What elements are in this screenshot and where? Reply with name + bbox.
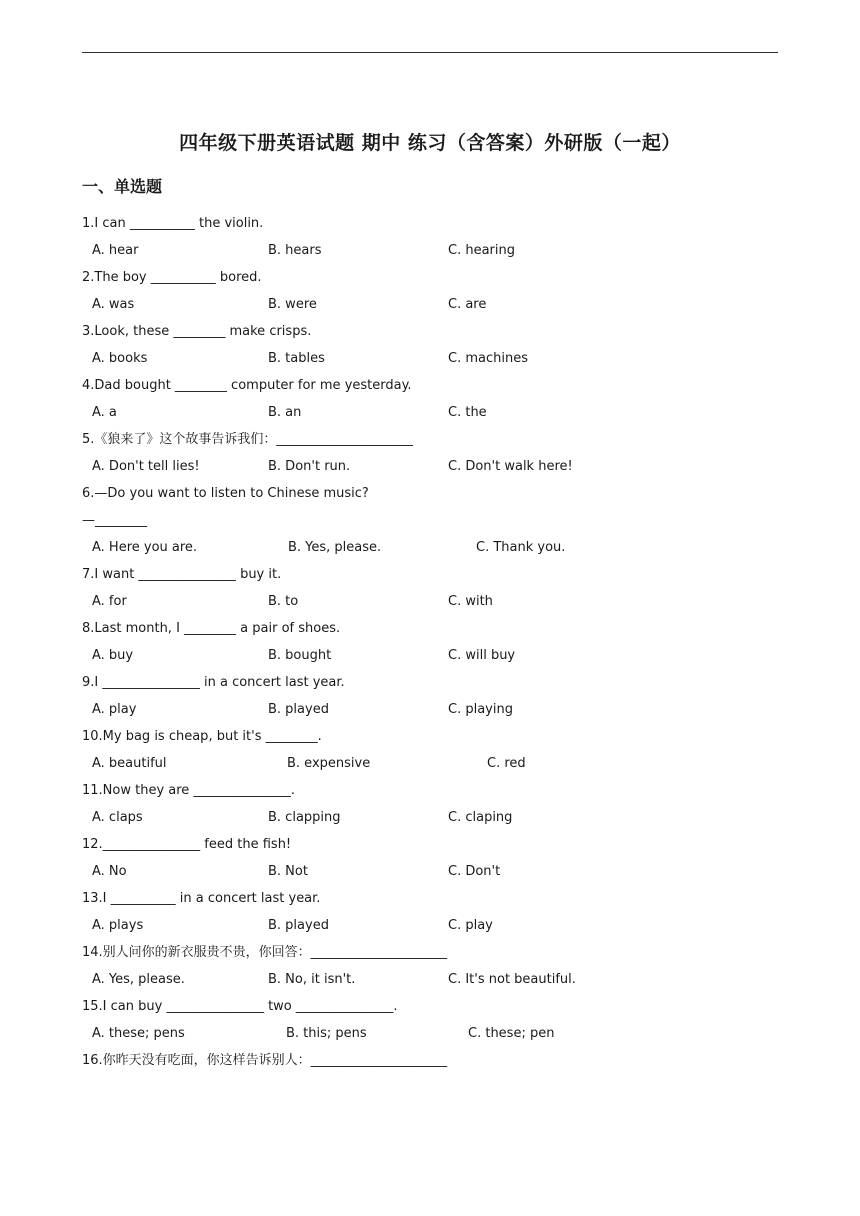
option-row <box>82 750 782 777</box>
option-row <box>82 399 782 426</box>
option-a[interactable]: A. Don't tell lies! <box>92 459 200 474</box>
header-rule <box>82 52 778 53</box>
option-b[interactable]: B. No, it isn't. <box>268 972 356 987</box>
question-answer-line: —________ <box>82 513 147 528</box>
option-a[interactable]: A. books <box>92 351 148 366</box>
question-stem: 3.Look, these ________ make crisps. <box>82 324 312 339</box>
question-stem: 10.My bag is cheap, but it's ________. <box>82 729 322 744</box>
question-stem: 8.Last month, I ________ a pair of shoes. <box>82 621 341 636</box>
option-c[interactable]: C. machines <box>448 351 528 366</box>
option-c[interactable]: C. Don't walk here! <box>448 459 573 474</box>
option-row <box>82 858 782 885</box>
option-c[interactable]: C. these; pen <box>468 1026 555 1041</box>
question-stem: 15.I can buy _______________ two _______________. <box>82 999 398 1014</box>
option-row <box>82 966 782 993</box>
option-c[interactable]: C. with <box>448 594 493 609</box>
option-row <box>82 804 782 831</box>
option-b[interactable]: B. played <box>268 918 329 933</box>
option-b[interactable]: B. Don't run. <box>268 459 351 474</box>
question-stem: 12._______________ feed the fish! <box>82 837 292 852</box>
option-row <box>82 696 782 723</box>
option-a[interactable]: A. beautiful <box>92 756 167 771</box>
option-a[interactable]: A. hear <box>92 243 139 258</box>
option-row <box>82 588 782 615</box>
option-c[interactable]: C. Don't <box>448 864 501 879</box>
option-b[interactable]: B. tables <box>268 351 325 366</box>
option-a[interactable]: A. was <box>92 297 135 312</box>
option-b[interactable]: B. played <box>268 702 329 717</box>
option-a[interactable]: A. play <box>92 702 137 717</box>
option-c[interactable]: C. play <box>448 918 493 933</box>
option-b[interactable]: B. Not <box>268 864 308 879</box>
option-c[interactable]: C. claping <box>448 810 513 825</box>
option-row <box>82 912 782 939</box>
option-c[interactable]: C. It's not beautiful. <box>448 972 576 987</box>
option-b[interactable]: B. expensive <box>287 756 371 771</box>
option-a[interactable]: A. Yes, please. <box>92 972 185 987</box>
section-heading: 一、单选题 <box>82 177 163 196</box>
option-a[interactable]: A. No <box>92 864 127 879</box>
option-b[interactable]: B. an <box>268 405 302 420</box>
page-title: 四年级下册英语试题 期中 练习（含答案）外研版（一起） <box>179 132 681 154</box>
option-a[interactable]: A. buy <box>92 648 134 663</box>
option-c[interactable]: C. are <box>448 297 487 312</box>
option-row <box>82 291 782 318</box>
question-stem: 1.I can __________ the violin. <box>82 216 264 231</box>
question-stem: 13.I __________ in a concert last year. <box>82 891 321 906</box>
question-stem: 16.你昨天没有吃面，你这样告诉别人：_____________________ <box>82 1053 448 1068</box>
option-c[interactable]: C. the <box>448 405 487 420</box>
option-a[interactable]: A. plays <box>92 918 144 933</box>
option-b[interactable]: B. Yes, please. <box>288 540 382 555</box>
question-stem: 14.别人问你的新衣服贵不贵，你回答：_____________________ <box>82 945 448 960</box>
option-c[interactable]: C. red <box>487 756 526 771</box>
option-c[interactable]: C. will buy <box>448 648 516 663</box>
option-row <box>82 345 782 372</box>
option-row <box>82 1020 782 1047</box>
question-stem: 4.Dad bought ________ computer for me yesterday. <box>82 378 412 393</box>
option-a[interactable]: A. a <box>92 405 117 420</box>
option-b[interactable]: B. hears <box>268 243 322 258</box>
question-stem: 5.《狼来了》这个故事告诉我们：_____________________ <box>82 432 413 447</box>
question-stem: 6.—Do you want to listen to Chinese music? <box>82 486 369 501</box>
question-stem: 9.I _______________ in a concert last year. <box>82 675 345 690</box>
option-a[interactable]: A. claps <box>92 810 143 825</box>
option-row <box>82 534 782 561</box>
option-b[interactable]: B. bought <box>268 648 332 663</box>
question-stem: 7.I want _______________ buy it. <box>82 567 282 582</box>
question-stem: 2.The boy __________ bored. <box>82 270 262 285</box>
option-row <box>82 642 782 669</box>
option-row <box>82 237 782 264</box>
option-a[interactable]: A. these; pens <box>92 1026 185 1041</box>
option-c[interactable]: C. hearing <box>448 243 515 258</box>
option-b[interactable]: B. to <box>268 594 299 609</box>
option-row <box>82 453 782 480</box>
option-b[interactable]: B. this; pens <box>286 1026 367 1041</box>
question-list <box>82 210 782 1074</box>
option-b[interactable]: B. clapping <box>268 810 341 825</box>
option-c[interactable]: C. playing <box>448 702 513 717</box>
option-a[interactable]: A. Here you are. <box>92 540 198 555</box>
option-a[interactable]: A. for <box>92 594 127 609</box>
option-b[interactable]: B. were <box>268 297 317 312</box>
question-stem: 11.Now they are _______________. <box>82 783 296 798</box>
option-c[interactable]: C. Thank you. <box>476 540 566 555</box>
